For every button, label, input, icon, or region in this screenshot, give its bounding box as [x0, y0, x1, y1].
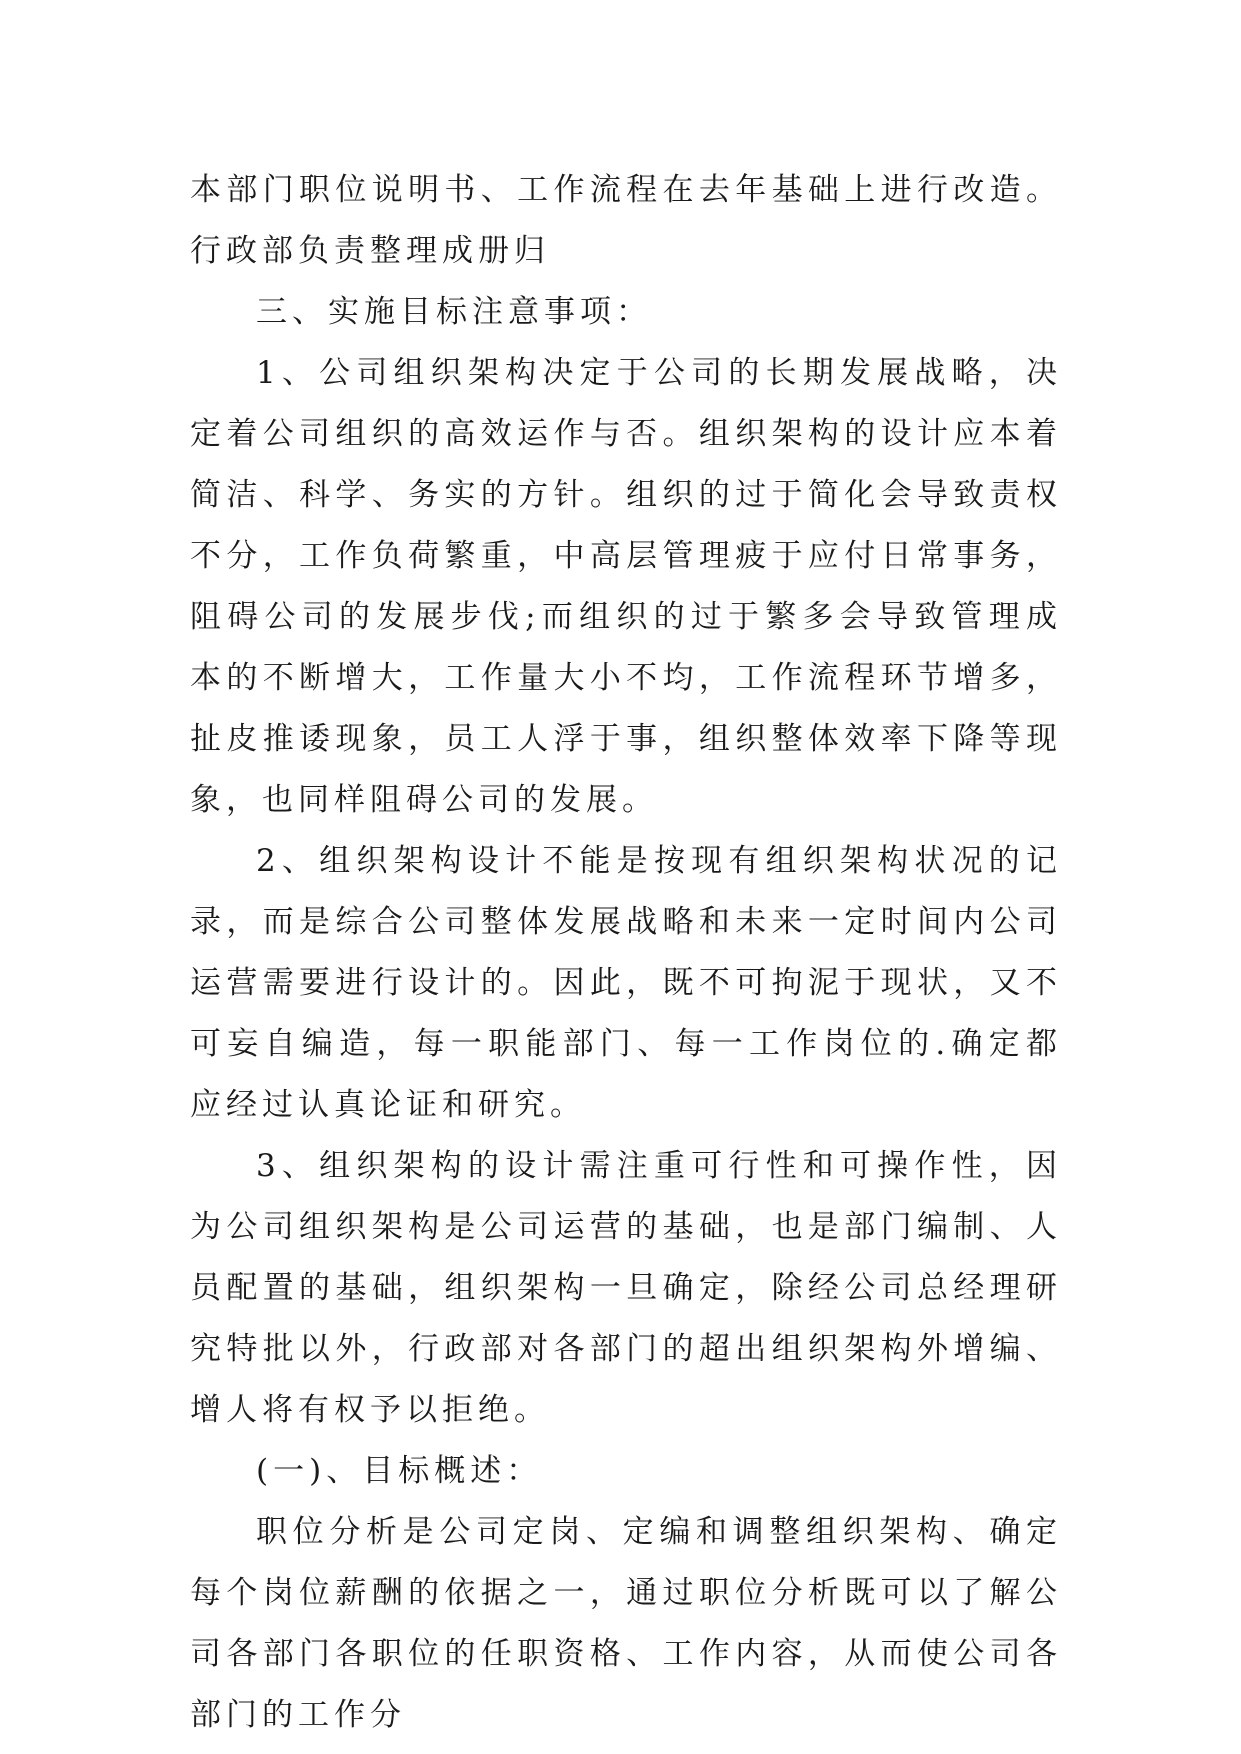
paragraph-note-1: 1、公司组织架构决定于公司的长期发展战略，决定着公司组织的高效运作与否。组织架构的设计应本着简洁、科学、务实的方针。组织的过于简化会导致责权不分，工作负荷繁重，中高层管理疲于应付日常事务，阻碍公司的发展步伐;而组织的过于繁多会导致管理成本的不断增大，工作量大小不均，工作流程环节增多，扯皮推诿现象，员工人浮于事，组织整体效率下降等现象，也同样阻碍公司的发展。 — [190, 355, 1062, 818]
document-body — [190, 160, 1062, 1746]
subsection-heading-goal-overview: (一)、目标概述： — [256, 1453, 543, 1489]
paragraph-note-2: 2、组织架构设计不能是按现有组织架构状况的记录，而是综合公司整体发展战略和未来一定时间内公司运营需要进行设计的。因此，既不可拘泥于现状，又不可妄自编造，每一职能部门、每一工作岗位的.确定都应经过认真论证和研究。 — [190, 843, 1062, 1123]
section-heading-implementation-notes: 三、实施目标注意事项： — [256, 294, 652, 330]
paragraph-goal-overview: 职位分析是公司定岗、定编和调整组织架构、确定每个岗位薪酬的依据之一，通过职位分析既可以了解公司各部门各职位的任职资格、工作内容，从而使公司各部门的工作分 — [190, 1514, 1062, 1733]
paragraph-continuation: 本部门职位说明书、工作流程在去年基础上进行改造。行政部负责整理成册归 — [190, 172, 1062, 269]
paragraph-note-3: 3、组织架构的设计需注重可行性和可操作性，因为公司组织架构是公司运营的基础，也是部门编制、人员配置的基础，组织架构一旦确定，除经公司总经理研究特批以外，行政部对各部门的超出组织架构外增编、增人将有权予以拒绝。 — [190, 1148, 1062, 1428]
